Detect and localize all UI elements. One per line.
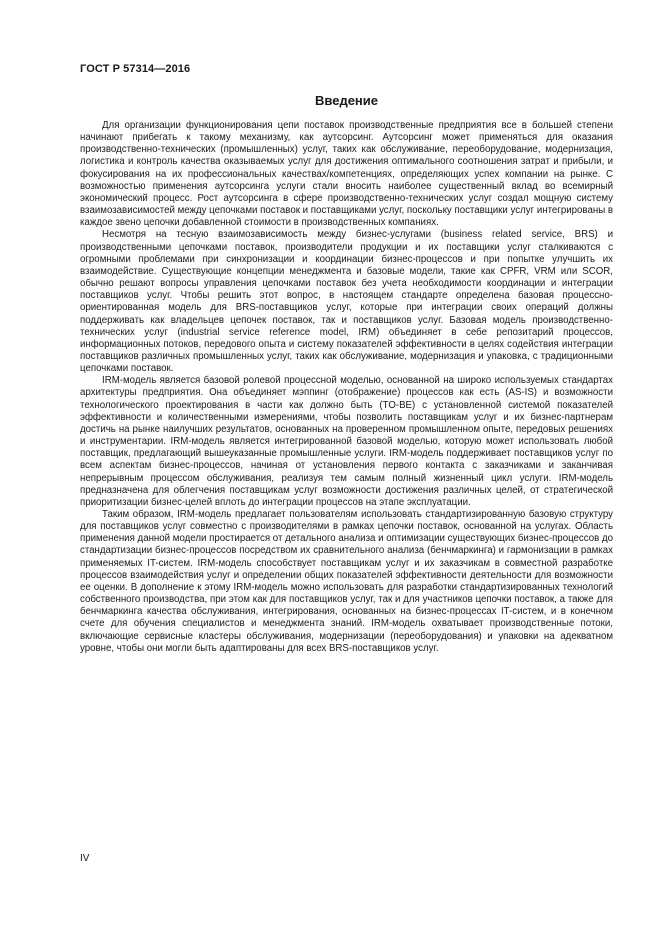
section-title: Введение [315,93,378,108]
paragraph: IRM-модель является базовой ролевой процессной моделью, основанной на широко используемых стандартах архитектуры предприятия. Она объединяет мэппинг (отображение) процессов как есть (AS-IS) и возможности технологического проектирования в части как должно быть (TO-BE) с установленной системой показателей эффективности и количественными измерениями, чтобы позволить поставщикам услуг и их бизнес-партнерам достичь на рынке наилучших результатов, основанных на проверенном промышленном опыте, передовых решениях и инструментарии. IRM-модель является интегрированной базовой моделью, которую может использовать любой поставщик, предлагающий вышеуказанные промышленные услуги. IRM-модель поддерживает поставщиков услуг по всем аспектам бизнес-процессов, начиная от установления первого контакта с заказчиками и заканчивая непрерывным процессом обслуживания, реализуя тем самым полный жизненный цикл услуги. IRM-модель предназначена для облегчения поставщикам услуг возможности достижения различных целей, от стратегической приоритизации бизнес-целей вплоть до интеграции процессов на этапе эксплуатации. [80,375,613,508]
introduction-body [80,120,613,655]
paragraph: Таким образом, IRM-модель предлагает пользователям использовать стандартизированную базовую структуру для поставщиков услуг совместно с производителями в рамках цепочки поставок, основанной на услугах. Область применения данной модели простирается от детального анализа и оптимизации существующих бизнес-процессов до стандартизации бизнес-процессов посредством их сравнительного анализа (бенчмаркинга) и гармонизации в рамках применяемых IT-систем. IRM-модель способствует поставщикам услуг и их заказчикам в совместной разработке процессов взаимодействия услуг и определении общих показателей эффективности деятельности для возможности ее оценки. В дополнение к этому IRM-модель можно использовать для разработки стандартизированных технологий собственного производства, при этом как для поставщиков услуг, так и для участников цепочки поставок, а также для бенчмаркинга качества обслуживания, интегрирования, основанных на бизнес-процессах IT-систем, и в конечном счете для обучения специалистов и менеджмента знаний. IRM-модель охватывает производственные потоки, включающие сервисные кластеры обслуживания, модернизации (переоборудования) и упаковки на адекватном уровне, чтобы они могли быть адаптированы для всех BRS-поставщиков услуг. [80,509,613,654]
standard-designation: ГОСТ Р 57314—2016 [80,63,191,75]
paragraph: Несмотря на тесную взаимозависимость между бизнес-услугами (business related service, BRS) и производственными цепочками поставок, производители продукции и их поставщики услуг сталкиваются с огромными проблемами при синхронизации и координации бизнес-процессов и при попытке улучшить их взаимодействие. Существующие концепции менеджмента и базовые модели, такие как CPFR, VRM или SCOR, обычно решают вопросы управления цепочками поставок без учета необходимости координации и интеграции поставщиков услуг. Чтобы решить этот вопрос, в настоящем стандарте определена базовая процессно-ориентированная модель для BRS-поставщиков услуг, которые при интеграции своих операций должны поддерживать как владельцев цепочек поставок, так и поставщиков услуг. Базовая модель производственно-технических услуг (industrial service reference model, IRM) объединяет в себе репозитарий процессов, информационных потоков, передового опыта и систему показателей эффективности в целях содействия интеграции поставщиков различных промышленных услуг, таких как обслуживание, модернизация и упаковка, с традиционными цепочками поставок. [80,229,613,375]
page-number: IV [80,853,90,864]
paragraph: Для организации функционирования цепи поставок производственные предприятия все в большей степени начинают прибегать к такому механизму, как аутсорсинг. Аутсорсинг может применяться для оказания производственно-технических (промышленных) услуг, таких как обслуживание, переоборудование, модернизация, логистика и контроль качества оказываемых услуг для достижения оптимального соотношения затрат и прибыли, и фокусирования на их профессиональных качествах/компетенциях, определяющих успех компании на рынке. С возможностью применения аутсорсинга услуги стали вносить наиболее существенный вклад во всемирный экономический процесс. Рост аутсорсинга в сфере производственно-технических услуг создал мощную систему взаимозависимостей между цепочками поставок и поставщиками услуг, поскольку поставщики услуг интегрированы в каждое звено цепочки добавленной стоимости в производственных компаниях. [80,120,613,229]
